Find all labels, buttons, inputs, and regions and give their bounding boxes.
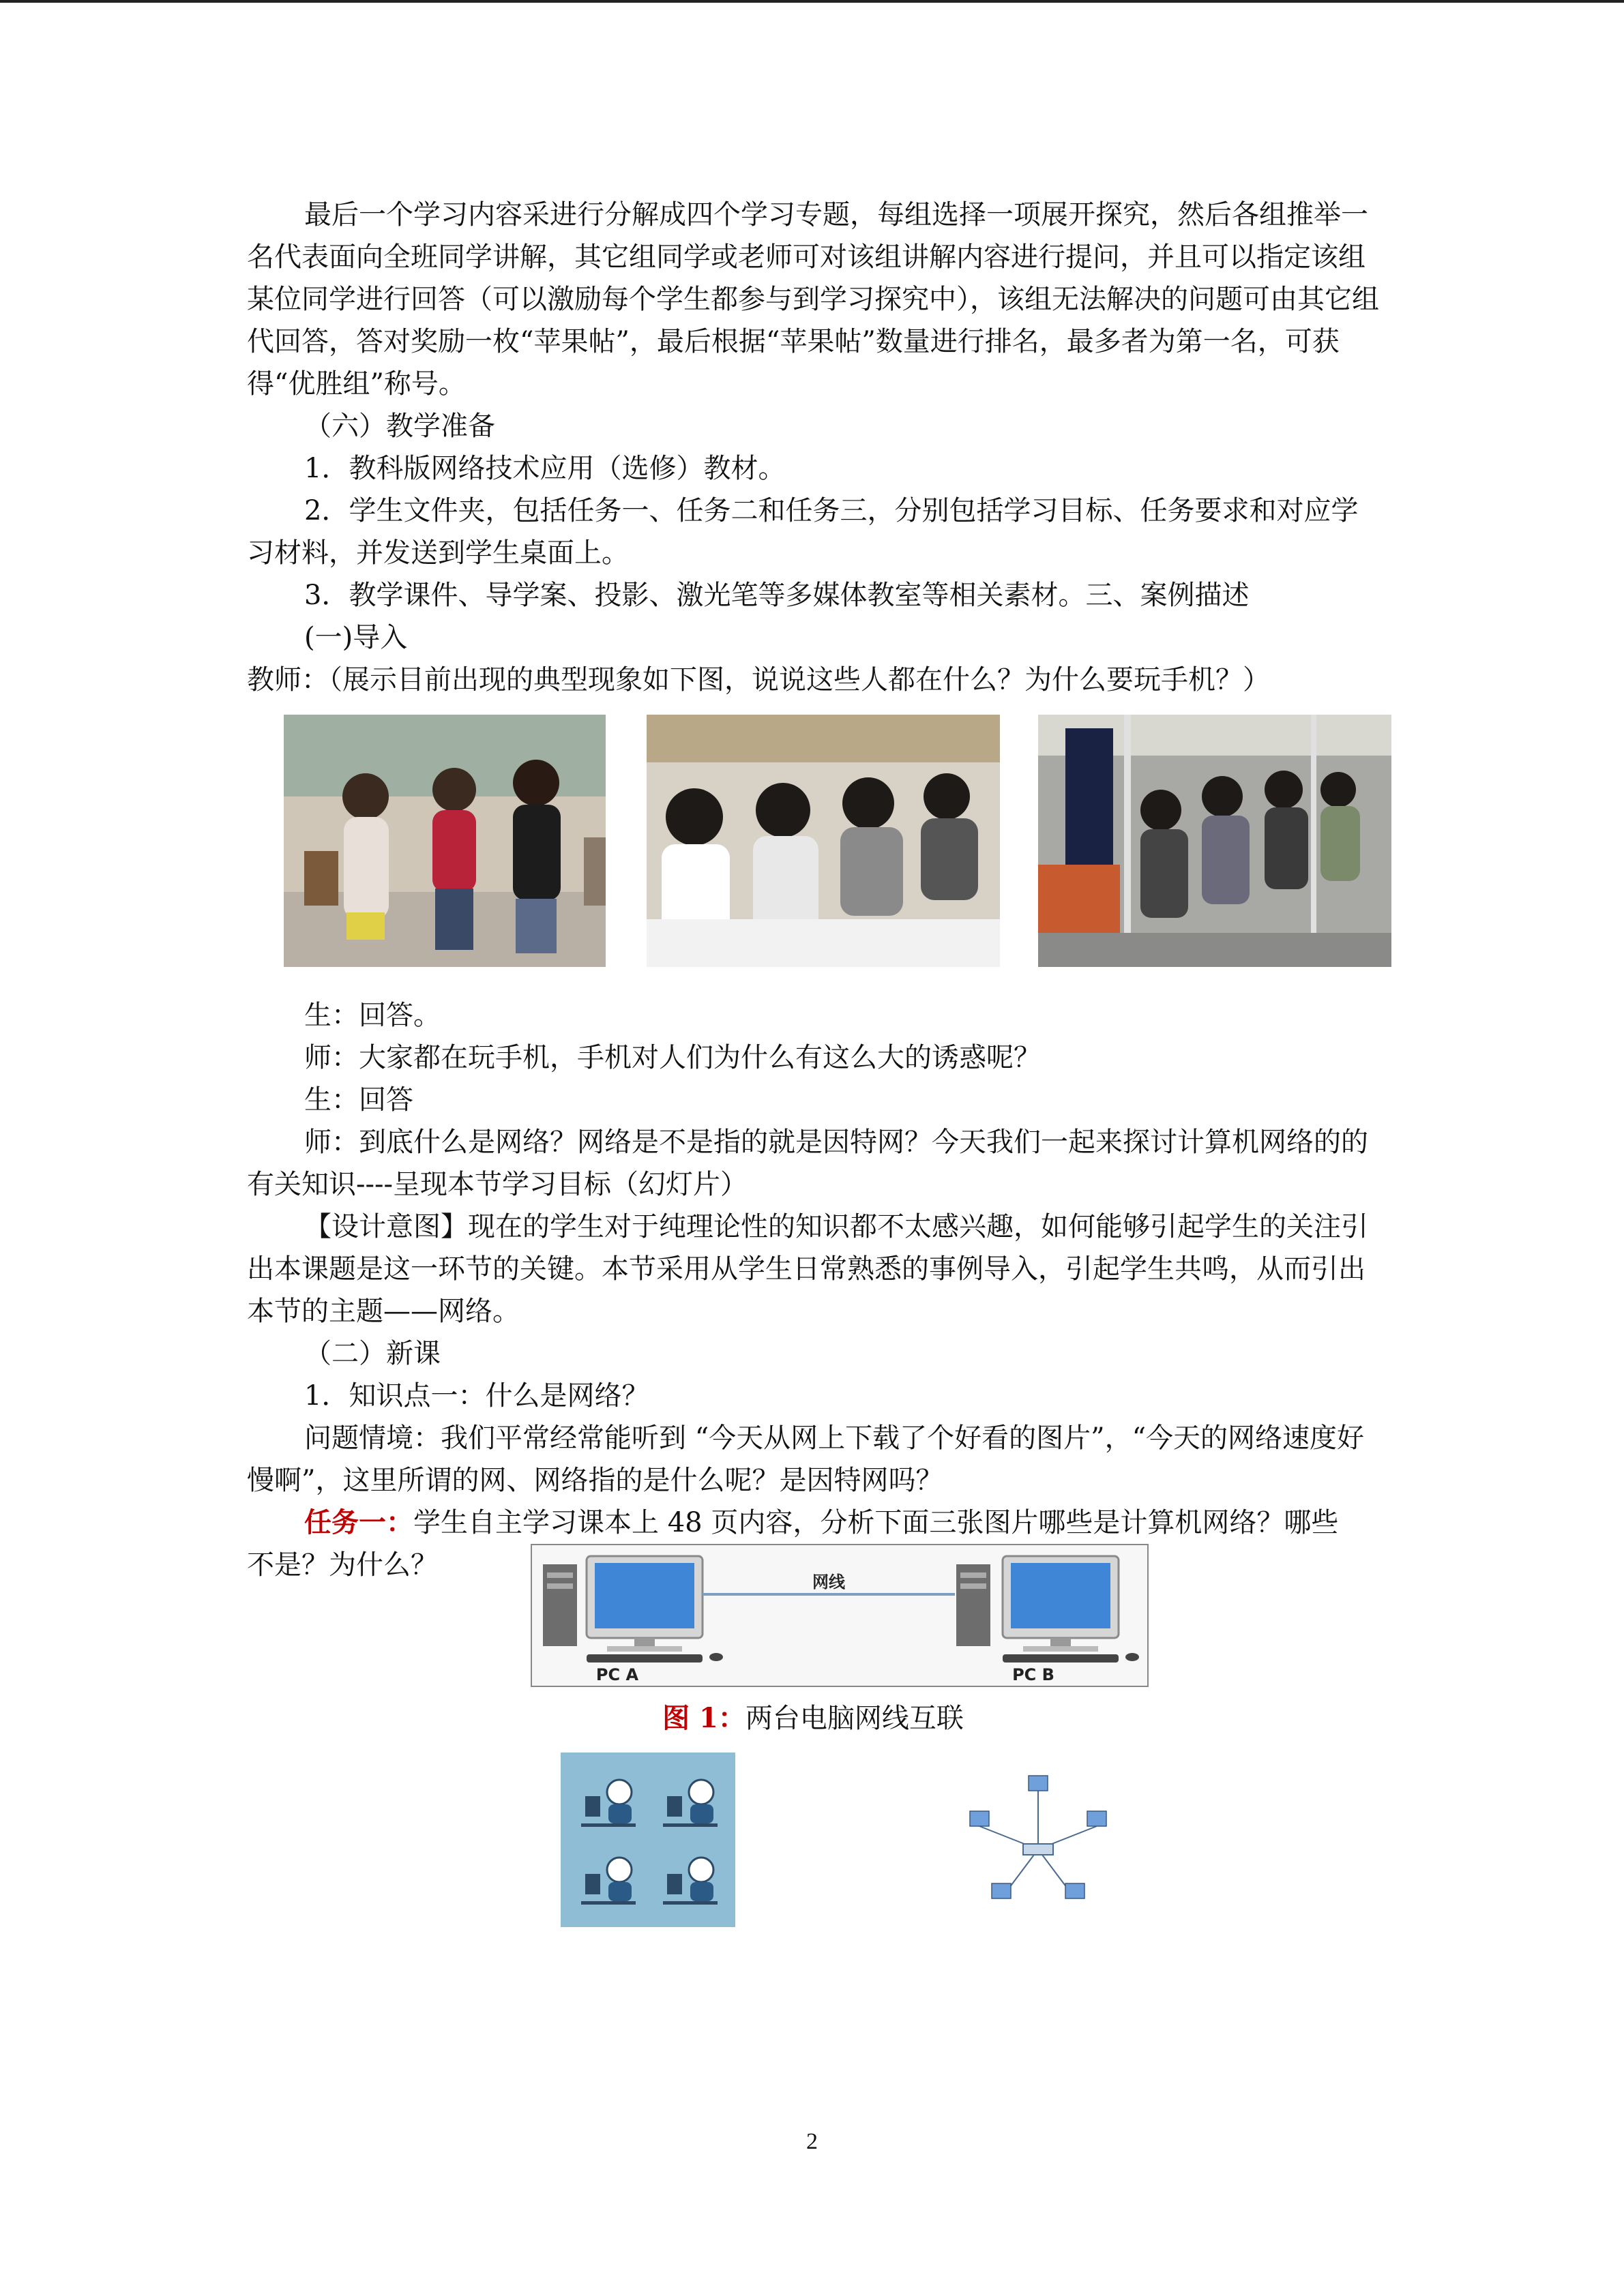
cable-label: 网线: [812, 1572, 845, 1592]
figure1-caption-label: 图 1：: [662, 1702, 745, 1734]
prep-item-2: 2．学生文件夹，包括任务一、任务二和任务三，分别包括学习目标、任务要求和对应学习材料，并发送到学生桌面上。: [247, 495, 1359, 569]
problem-situation: 问题情境：我们平常经常能听到 “今天从网上下载了个好看的图片”，“今天的网络速度好慢啊”，这里所谓的网、网络指的是什么呢？是因特网吗？: [247, 1422, 1365, 1496]
pc-b-label: PC B: [1012, 1665, 1054, 1684]
page-number: 2: [806, 2129, 818, 2154]
pc-a-label: PC A: [595, 1665, 639, 1684]
photo-street-phones: [284, 715, 606, 967]
computer-icon: [1029, 1776, 1048, 1791]
task1-text: 学生自主学习课本上 48 页内容，分析下面三张图片哪些是计算机网络？哪些: [413, 1507, 1339, 1538]
prep-item-1: 1．教科版网络技术应用（选修）教材。: [304, 453, 786, 484]
photo-row: [247, 715, 1379, 981]
teacher-network-question: 师：到底什么是网络？网络是不是指的就是因特网？今天我们一起来探讨计算机网络的的有关知识----呈现本节学习目标（幻灯片）: [247, 1127, 1368, 1200]
figure1-caption: [247, 1698, 1379, 1739]
paragraph-group-learning: 最后一个学习内容采进行分解成四个学习专题，每组选择一项展开探究，然后各组推举一名代表面向全班同学讲解，其它组同学或老师可对该组讲解内容进行提问，并且可以指定该组某位同学进行回答（可以激励每个学生都参与到学习探究中），该组无法解决的问题可由其它组代回答，答对奖励一枚“苹果帖”，最后根据“苹果帖”数量进行排名，最多者为第一名，可获得“优胜组”称号。: [247, 199, 1379, 400]
figure-row-2-3: [247, 1753, 1379, 1957]
student-answer-1: 生：回答。: [304, 1000, 441, 1031]
figure3-star-network-image: [936, 1753, 1140, 1927]
heading-intro: (一)导入: [304, 622, 408, 653]
task1-paragraph: [247, 1502, 1379, 1544]
task1-text-end: 不是？为什么？: [247, 1549, 438, 1581]
knowledge-point-1: 1．知识点一：什么是网络？: [304, 1380, 649, 1412]
teacher-line: 教师：（展示目前出现的典型现象如下图，说说这些人都在什么？为什么要玩手机？）: [247, 664, 1270, 696]
prep-item-3: 3．教学课件、导学案、投影、激光笔等多媒体教室等相关素材。三、案例描述: [304, 580, 1250, 611]
task1-figure-area: [247, 1544, 1379, 1687]
student-answer-2: 生：回答: [304, 1084, 413, 1116]
task1-label: 任务一：: [304, 1506, 413, 1538]
heading-new-lesson: （二）新课: [304, 1338, 441, 1369]
photo-subway-phones: [1038, 715, 1391, 967]
figure2-four-users-image: [561, 1753, 735, 1927]
design-intent: 【设计意图】现在的学生对于纯理论性的知识都不太感兴趣，如何能够引起学生的关注引出本课题是这一环节的关键。本节采用从学生日常熟悉的事例导入，引起学生共鸣，从而引出本节的主题——网络。: [247, 1211, 1368, 1327]
heading-teaching-prep: （六）教学准备: [304, 411, 495, 442]
hub-icon: [1023, 1844, 1053, 1855]
photo-classroom-phones: [647, 715, 1000, 967]
figure1-caption-text: 两台电脑网线互联: [745, 1703, 964, 1734]
figure1-two-pcs-diagram: [531, 1544, 1149, 1687]
page-top-border: [0, 0, 1624, 3]
pc-a-keyboard-icon: [587, 1654, 703, 1663]
pc-b-keyboard-icon: [1003, 1654, 1119, 1663]
teacher-question: 师：大家都在玩手机，手机对人们为什么有这么大的诱惑呢？: [304, 1042, 1041, 1073]
document-body: [247, 194, 1379, 1957]
